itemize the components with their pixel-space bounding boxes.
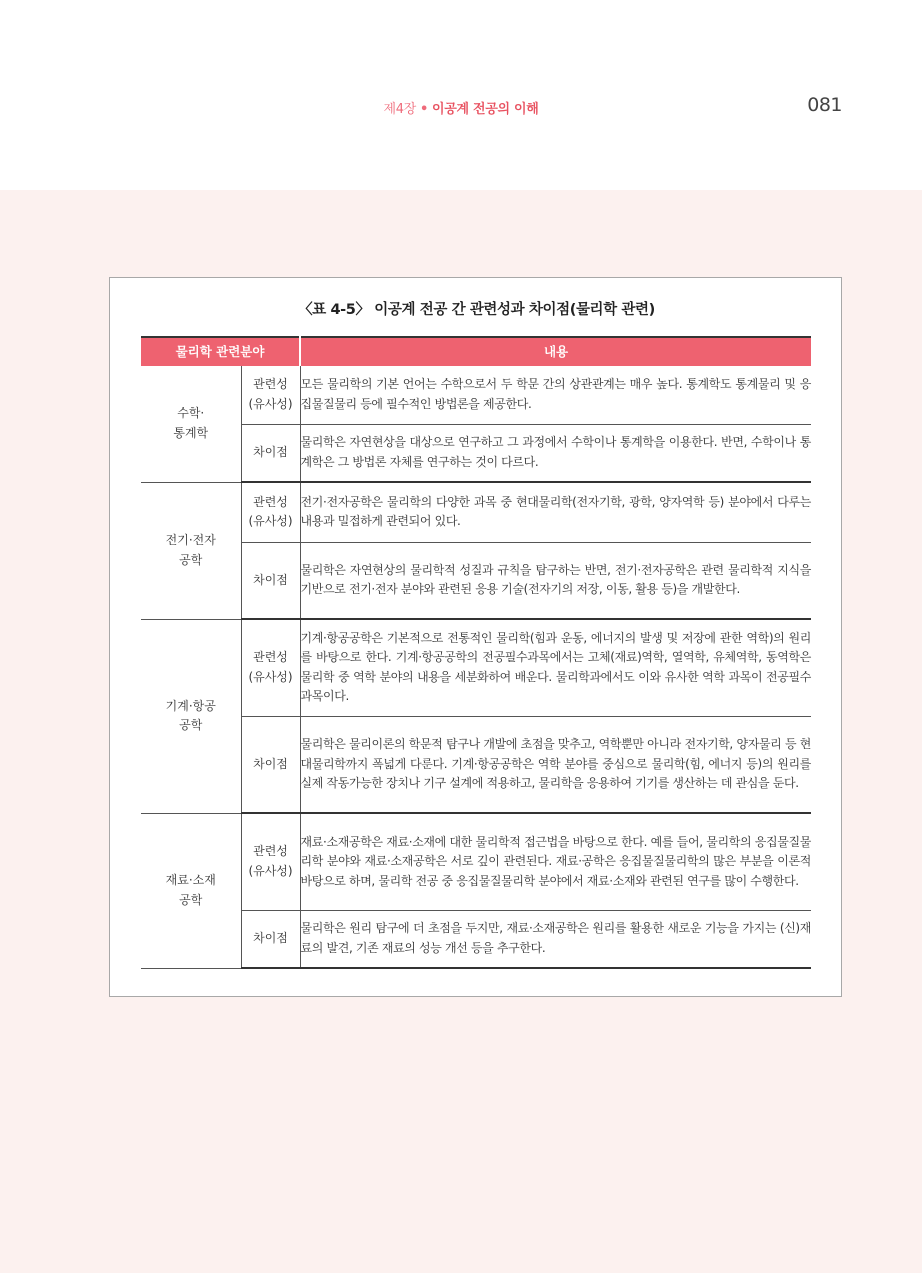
field-name-cell: 기계·항공 공학 xyxy=(141,619,241,813)
content-cell: 재료·소재공학은 재료·소재에 대한 물리학적 접근법을 바탕으로 한다. 예를 들어, 물리학의 응집물질물리학 분야와 재료·소재공학은 서로 깊이 관련된다. 재료·공학은 응집물질물리학의 많은 부분을 이론적 바탕으로 하며, 물리학 전공 중 응집물질물리학 분야에서 재료·소재와 관련된 연구를 많이 수행한다. xyxy=(300,813,811,910)
relation-type-cell: 관련성 (유사성) xyxy=(241,813,300,910)
section-title: 이공계 전공의 이해 xyxy=(431,102,539,117)
table-title: 〈표 4-5〉 이공계 전공 간 관련성과 차이점(물리학 관련) xyxy=(298,302,655,318)
chapter-label: 제4장 xyxy=(383,102,416,117)
relation-type-cell: 관련성 (유사성) xyxy=(241,482,300,542)
table-row xyxy=(141,716,811,813)
relation-type-cell: 차이점 xyxy=(241,542,300,619)
relation-type-cell: 차이점 xyxy=(241,716,300,813)
column-header-field: 물리학 관련분야 xyxy=(141,337,300,366)
comparison-table xyxy=(141,336,811,969)
running-header xyxy=(0,98,922,117)
relation-type-cell: 관련성 (유사성) xyxy=(241,619,300,716)
content-cell: 물리학은 물리이론의 학문적 탐구나 개발에 초점을 맞추고, 역학뿐만 아니라 전자기학, 양자물리 등 현대물리학까지 폭넓게 다룬다. 기계·항공공학은 역학 분야를 중심으로 물리학(힘, 에너지 등)의 원리를 실제 작동가능한 장치나 기구 설계에 적용하고, 물리학을 응용하여 기기를 생산하는 데 관심을 둔다. xyxy=(300,716,811,813)
table-row xyxy=(141,366,811,424)
table-row xyxy=(141,813,811,910)
page-header xyxy=(0,0,922,190)
column-header-content: 내용 xyxy=(300,337,811,366)
separator-dot-icon: • xyxy=(419,102,428,117)
table-row xyxy=(141,424,811,482)
table-row xyxy=(141,482,811,542)
table-panel xyxy=(109,277,842,997)
table-row xyxy=(141,910,811,968)
relation-type-cell: 차이점 xyxy=(241,424,300,482)
content-cell: 기계·항공공학은 기본적으로 전통적인 물리학(힘과 운동, 에너지의 발생 및 저장에 관한 역학)의 원리를 바탕으로 한다. 기계·항공공학의 전공필수과목에서는 고체(재료)역학, 열역학, 유체역학, 동역학은 물리학 중 역학 분야의 내용을 세분화하여 배운다. 물리학과에서도 이와 유사한 역학 과목이 전공필수 과목이다. xyxy=(300,619,811,716)
content-cell: 물리학은 자연현상의 물리학적 성질과 규칙을 탐구하는 반면, 전기·전자공학은 관련 물리학적 지식을 기반으로 전기·전자 분야와 관련된 응용 기술(전자기의 저장, 이동, 활용 등)을 개발한다. xyxy=(300,542,811,619)
table-header-row xyxy=(141,337,811,366)
field-name-cell: 전기·전자 공학 xyxy=(141,482,241,619)
content-cell: 모든 물리학의 기본 언어는 수학으로서 두 학문 간의 상관관계는 매우 높다. 통계학도 통계물리 및 응집물질물리 등에 필수적인 방법론을 제공한다. xyxy=(300,366,811,424)
content-cell: 물리학은 원리 탐구에 더 초점을 두지만, 재료·소재공학은 원리를 활용한 새로운 기능을 가지는 (신)재료의 발견, 기존 재료의 성능 개선 등을 추구한다. xyxy=(300,910,811,968)
relation-type-cell: 관련성 (유사성) xyxy=(241,366,300,424)
content-cell: 물리학은 자연현상을 대상으로 연구하고 그 과정에서 수학이나 통계학을 이용한다. 반면, 수학이나 통계학은 그 방법론 자체를 연구하는 것이 다르다. xyxy=(300,424,811,482)
table-row xyxy=(141,619,811,716)
field-name-cell: 수학· 통계학 xyxy=(141,366,241,482)
table-body xyxy=(141,366,811,968)
content-cell: 전기·전자공학은 물리학의 다양한 과목 중 현대물리학(전자기학, 광학, 양자역학 등) 분야에서 다루는 내용과 밀접하게 관련되어 있다. xyxy=(300,482,811,542)
relation-type-cell: 차이점 xyxy=(241,910,300,968)
page-number: 081 xyxy=(807,94,842,116)
field-name-cell: 재료·소재 공학 xyxy=(141,813,241,968)
table-row xyxy=(141,542,811,619)
